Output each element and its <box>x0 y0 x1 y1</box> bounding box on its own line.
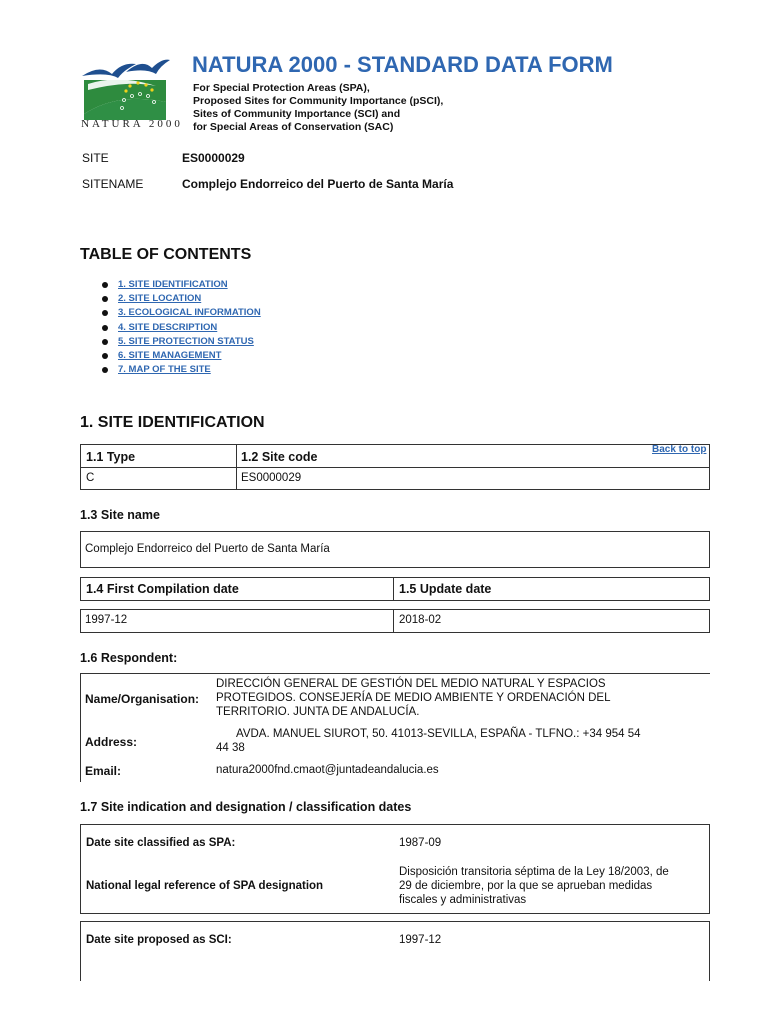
dates-value-row <box>80 609 710 633</box>
type-code-table <box>80 444 710 490</box>
sitename-label: SITENAME <box>82 177 144 191</box>
toc-heading: TABLE OF CONTENTS <box>80 246 252 263</box>
name-org-line-3: TERRITORIO. JUNTA DE ANDALUCÍA. <box>216 706 420 718</box>
site-name-header: 1.3 Site name <box>80 508 160 522</box>
spa-legal-label: National legal reference of SPA designation <box>86 880 324 892</box>
toc-item <box>100 336 261 350</box>
sci-date-label: Date site proposed as SCI: <box>86 934 232 946</box>
toc-link-map-of-the-site[interactable]: 7. MAP OF THE SITE <box>118 364 211 376</box>
toc-link-site-description[interactable]: 4. SITE DESCRIPTION <box>118 321 218 333</box>
site-label: SITE <box>82 151 109 165</box>
toc-item <box>100 350 261 364</box>
respondent-left-rule <box>80 674 81 782</box>
address-label: Address: <box>85 735 138 749</box>
toc-link-site-management[interactable]: 6. SITE MANAGEMENT <box>118 349 222 361</box>
subtitle-line-3: Sites of Community Importance (SCI) and <box>193 108 401 120</box>
code-value: ES0000029 <box>241 472 302 484</box>
site-name-box <box>80 531 710 568</box>
site-name-value: Complejo Endorreico del Puerto de Santa María <box>85 543 330 555</box>
spa-table <box>80 824 710 914</box>
respondent-top-rule <box>80 673 710 674</box>
toc-item <box>100 364 261 378</box>
spa-legal-line-1: Disposición transitoria séptima de la Ley 18/2003, de <box>399 866 669 878</box>
spa-legal-line-2: 29 de diciembre, por la que se aprueban medidas <box>399 880 653 892</box>
toc-item <box>100 307 261 321</box>
subtitle-line-4: for Special Areas of Conservation (SAC) <box>193 121 394 133</box>
name-org-line-2: PROTEGIDOS. CONSEJERÍA DE MEDIO AMBIENTE Y ORDENACIÓN DEL <box>216 692 611 704</box>
first-compilation-value: 1997-12 <box>85 614 128 626</box>
section-1-heading: 1. SITE IDENTIFICATION <box>80 414 265 431</box>
toc-list <box>100 279 261 378</box>
address-line-2: 44 38 <box>216 742 245 754</box>
type-header: 1.1 Type <box>86 450 136 464</box>
subtitle-line-2: Proposed Sites for Community Importance (pSCI), <box>193 95 444 107</box>
dates-header-row <box>80 577 710 601</box>
spa-date-value: 1987-09 <box>399 837 442 849</box>
sitename-value: Complejo Endorreico del Puerto de Santa María <box>182 177 454 191</box>
update-date-header: 1.5 Update date <box>399 582 492 596</box>
toc-link-ecological-information[interactable]: 3. ECOLOGICAL INFORMATION <box>118 307 261 319</box>
logo-text: NATURA 2000 <box>81 118 183 130</box>
sci-date-value: 1997-12 <box>399 934 442 946</box>
toc-item <box>100 293 261 307</box>
toc-link-site-identification[interactable]: 1. SITE IDENTIFICATION <box>118 279 228 290</box>
respondent-header: 1.6 Respondent: <box>80 651 178 665</box>
natura-2000-logo <box>78 50 186 136</box>
spa-legal-line-3: fiscales y administrativas <box>399 894 527 906</box>
type-value: C <box>86 472 95 484</box>
toc-item <box>100 322 261 336</box>
update-date-value: 2018-02 <box>399 614 442 626</box>
email-label: Email: <box>85 764 122 778</box>
toc-link-site-location[interactable]: 2. SITE LOCATION <box>118 293 202 305</box>
email-value: natura2000fnd.cmaot@juntadeandalucia.es <box>216 764 439 776</box>
sci-table <box>80 921 710 981</box>
back-to-top-link[interactable]: Back to top <box>652 444 707 455</box>
spa-date-label: Date site classified as SPA: <box>86 837 236 849</box>
first-compilation-header: 1.4 First Compilation date <box>86 582 239 596</box>
page-title: NATURA 2000 - STANDARD DATA FORM <box>192 52 613 77</box>
designation-header: 1.7 Site indication and designation / classification dates <box>80 800 412 814</box>
address-line-1: AVDA. MANUEL SIUROT, 50. 41013-SEVILLA, ESPAÑA - TLFNO.: +34 954 54 <box>236 728 641 740</box>
code-header: 1.2 Site code <box>241 450 318 464</box>
name-org-line-1: DIRECCIÓN GENERAL DE GESTIÓN DEL MEDIO NATURAL Y ESPACIOS <box>216 678 606 690</box>
subtitle-line-1: For Special Protection Areas (SPA), <box>193 82 370 94</box>
name-org-label: Name/Organisation: <box>85 692 200 706</box>
toc-item <box>100 279 261 293</box>
toc-link-site-protection-status[interactable]: 5. SITE PROTECTION STATUS <box>118 335 254 347</box>
site-value: ES0000029 <box>182 151 245 165</box>
